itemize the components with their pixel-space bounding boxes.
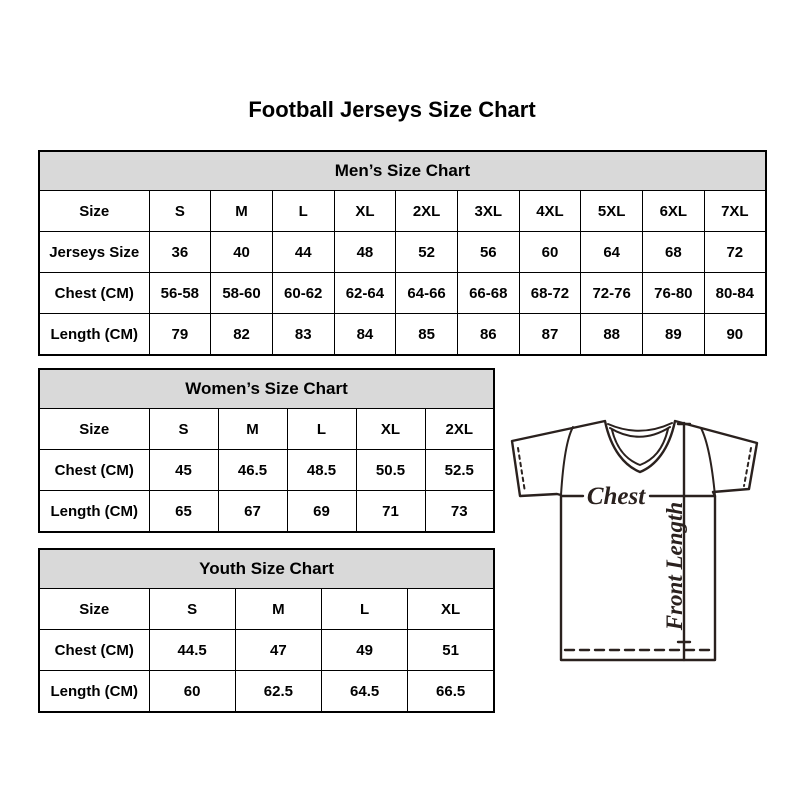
size-col-header: 7XL — [704, 191, 766, 232]
size-value-cell: 46.5 — [218, 450, 287, 491]
front-length-label: Front Length — [662, 501, 687, 631]
size-value-cell: 67 — [218, 491, 287, 533]
row-label-cell: Jerseys Size — [39, 232, 149, 273]
size-col-header: S — [149, 589, 235, 630]
size-col-header: L — [272, 191, 334, 232]
sleeve-seam-right — [701, 428, 715, 496]
size-value-cell: 44 — [272, 232, 334, 273]
size-value-cell: 79 — [149, 314, 211, 356]
table-row — [39, 450, 494, 491]
size-value-cell: 36 — [149, 232, 211, 273]
mens-size-table — [38, 150, 767, 356]
size-col-header: M — [218, 409, 287, 450]
size-col-header: XL — [334, 191, 396, 232]
size-col-header: 3XL — [457, 191, 519, 232]
row-label-cell: Length (CM) — [39, 671, 149, 713]
size-col-header: XL — [356, 409, 425, 450]
size-value-cell: 60-62 — [272, 273, 334, 314]
size-value-cell: 73 — [425, 491, 494, 533]
size-value-cell: 89 — [643, 314, 705, 356]
size-value-cell: 64-66 — [396, 273, 458, 314]
size-value-cell: 72 — [704, 232, 766, 273]
size-col-header: L — [322, 589, 408, 630]
size-col-header: M — [211, 191, 273, 232]
table-row — [39, 491, 494, 533]
v-neck-collar-inner — [612, 429, 668, 465]
size-col-header: 2XL — [396, 191, 458, 232]
sleeve-seam-left — [561, 427, 573, 495]
size-value-cell: 47 — [235, 630, 321, 671]
row-label-cell: Size — [39, 191, 149, 232]
size-value-cell: 52.5 — [425, 450, 494, 491]
size-value-cell: 49 — [322, 630, 408, 671]
size-value-cell: 68-72 — [519, 273, 581, 314]
size-col-header: 2XL — [425, 409, 494, 450]
size-col-header: M — [235, 589, 321, 630]
size-value-cell: 45 — [149, 450, 218, 491]
size-col-header: L — [287, 409, 356, 450]
size-value-cell: 84 — [334, 314, 396, 356]
size-value-cell: 60 — [519, 232, 581, 273]
table-row — [39, 273, 766, 314]
size-value-cell: 48.5 — [287, 450, 356, 491]
size-value-cell: 44.5 — [149, 630, 235, 671]
size-value-cell: 66-68 — [457, 273, 519, 314]
size-value-cell: 82 — [211, 314, 273, 356]
size-value-cell: 48 — [334, 232, 396, 273]
size-value-cell: 71 — [356, 491, 425, 533]
size-value-cell: 87 — [519, 314, 581, 356]
table-row — [39, 671, 494, 713]
table-row — [39, 589, 494, 630]
table-row — [39, 630, 494, 671]
size-value-cell: 85 — [396, 314, 458, 356]
mens-table-title: Men’s Size Chart — [39, 151, 766, 191]
size-value-cell: 64.5 — [322, 671, 408, 713]
row-label-cell: Size — [39, 589, 149, 630]
size-col-header: 6XL — [643, 191, 705, 232]
table-row — [39, 232, 766, 273]
size-value-cell: 50.5 — [356, 450, 425, 491]
size-value-cell: 90 — [704, 314, 766, 356]
table-row — [39, 409, 494, 450]
womens-table-title: Women’s Size Chart — [39, 369, 494, 409]
size-value-cell: 65 — [149, 491, 218, 533]
size-value-cell: 64 — [581, 232, 643, 273]
jersey-diagram — [505, 408, 767, 672]
size-value-cell: 68 — [643, 232, 705, 273]
size-col-header: 4XL — [519, 191, 581, 232]
size-value-cell: 72-76 — [581, 273, 643, 314]
size-value-cell: 83 — [272, 314, 334, 356]
size-value-cell: 40 — [211, 232, 273, 273]
row-label-cell: Chest (CM) — [39, 630, 149, 671]
size-value-cell: 51 — [408, 630, 494, 671]
size-value-cell: 62.5 — [235, 671, 321, 713]
size-value-cell: 86 — [457, 314, 519, 356]
size-value-cell: 62-64 — [334, 273, 396, 314]
chest-label: Chest — [586, 483, 646, 510]
youth-table-title: Youth Size Chart — [39, 549, 494, 589]
size-value-cell: 52 — [396, 232, 458, 273]
size-col-header: S — [149, 409, 218, 450]
row-label-cell: Length (CM) — [39, 491, 149, 533]
jersey-outline — [512, 421, 757, 660]
table-row — [39, 314, 766, 356]
table-row — [39, 191, 766, 232]
size-value-cell: 76-80 — [643, 273, 705, 314]
womens-size-table — [38, 368, 495, 533]
row-label-cell: Chest (CM) — [39, 450, 149, 491]
size-value-cell: 80-84 — [704, 273, 766, 314]
size-value-cell: 56-58 — [149, 273, 211, 314]
size-value-cell: 88 — [581, 314, 643, 356]
size-value-cell: 60 — [149, 671, 235, 713]
row-label-cell: Chest (CM) — [39, 273, 149, 314]
page-title: Football Jerseys Size Chart — [248, 97, 536, 122]
size-col-header: 5XL — [581, 191, 643, 232]
row-label-cell: Length (CM) — [39, 314, 149, 356]
size-value-cell: 56 — [457, 232, 519, 273]
size-value-cell: 69 — [287, 491, 356, 533]
youth-size-table — [38, 548, 495, 713]
size-value-cell: 58-60 — [211, 273, 273, 314]
row-label-cell: Size — [39, 409, 149, 450]
v-neck-collar-arc — [608, 423, 672, 431]
size-col-header: XL — [408, 589, 494, 630]
size-value-cell: 66.5 — [408, 671, 494, 713]
size-col-header: S — [149, 191, 211, 232]
